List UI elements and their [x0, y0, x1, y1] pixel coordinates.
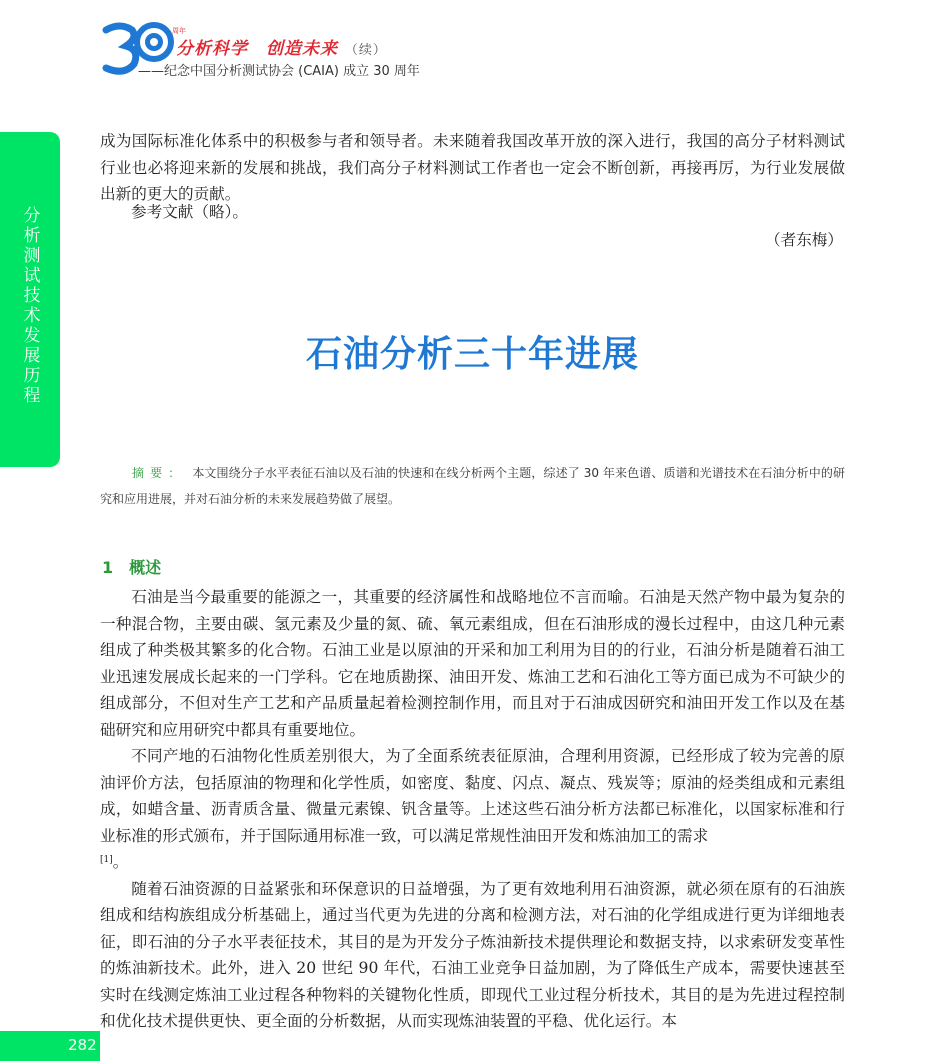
page-number: 282	[68, 1036, 97, 1054]
previous-article-paragraph: 成为国际标准化体系中的积极参与者和领导者。未来随着我国改革开放的深入进行，我国的高分子材料测试行业也必将迎来新的发展和挑战，我们高分子材料测试工作者也一定会不断创新，再接再厉，为行业发展做出新的更大的贡献。	[100, 132, 845, 203]
slogan-continued: （续）	[344, 43, 387, 58]
header-subtitle: ——纪念中国分析测试协会 (CAIA) 成立 30 周年	[138, 64, 420, 79]
side-chapter-label: 分析测试技术发展历程	[23, 206, 41, 406]
section-title: 概述	[129, 558, 162, 577]
anniversary-small-label: 周年	[172, 27, 186, 35]
article-body	[100, 584, 845, 1035]
body-paragraph-3: 随着石油资源的日益紧张和环保意识的日益增强，为了更有效地利用石油资源，就必须在原有的石油族组成和结构族组成分析基础上，通过当代更为先进的分离和检测方法，对石油的化学组成进行更为详细地表征，即石油的分子水平表征技术，其目的是为开发分子炼油新技术提供理论和数据支持，以求索研发变革性的炼油新技术。此外，进入 20 世纪 90 年代，石油工业竞争日益加剧，为了降低生产成本，需要快速甚至实时在线测定炼油工业过程各种物料的关键物化性质，即现代工业过程分析技术，其目的是为先进过程控制和优化技术提供更快、更全面的分析数据，从而实现炼油装置的平稳、优化运行。本	[100, 879, 845, 1030]
previous-author: （者东梅）	[765, 231, 843, 249]
header-slogan	[176, 34, 387, 59]
abstract	[100, 460, 845, 512]
references-line: 参考文献（略）。	[131, 203, 248, 221]
article-title: 石油分析三十年进展	[305, 333, 639, 375]
body-paragraph-2-end: 。	[112, 853, 129, 871]
abstract-text: 本文围绕分子水平表征石油以及石油的快速和在线分析两个主题，综述了 30 年来色谱、质谱和光谱技术在石油分析中的研究和应用进展，并对石油分析的未来发展趋势做了展望。	[100, 466, 845, 506]
body-paragraph-2-text: 不同产地的石油物化性质差别很大，为了全面系统表征原油，合理利用资源，已经形成了较为完善的原油评价方法，包括原油的物理和化学性质，如密度、黏度、闪点、凝点、残炭等；原油的烃类组成和元素组成，如蜡含量、沥青质含量、微量元素镍、钒含量等。上述这些石油分析方法都已标准化，以国家标准和行业标准的形式颁布，并于国际通用标准一致，可以满足常规性油田开发和炼油加工的需求	[100, 747, 845, 845]
abstract-label: 摘要：	[132, 466, 187, 480]
section-heading	[102, 555, 161, 578]
body-paragraph-2	[100, 743, 845, 876]
slogan-part1: 分析科学	[176, 39, 248, 59]
citation-1: [1]	[100, 855, 113, 865]
slogan-part2: 创造未来	[266, 39, 338, 59]
section-number: 1	[102, 558, 114, 577]
body-paragraph-1: 石油是当今最重要的能源之一，其重要的经济属性和战略地位不言而喻。石油是天然产物中最为复杂的一种混合物，主要由碳、氢元素及少量的氮、硫、氧元素组成，但在石油形成的漫长过程中，由这几种元素组成了种类极其繁多的化合物。石油工业是以原油的开采和加工利用为目的的行业，石油分析是随着石油工业迅速发展成长起来的一门学科。它在地质勘探、油田开发、炼油工艺和石油化工等方面已成为不可缺少的组成部分，不但对生产工艺和产品质量起着检测控制作用，而且对于石油成因研究和油田开发工作以及在基础研究和应用研究中都具有重要地位。	[100, 588, 845, 739]
